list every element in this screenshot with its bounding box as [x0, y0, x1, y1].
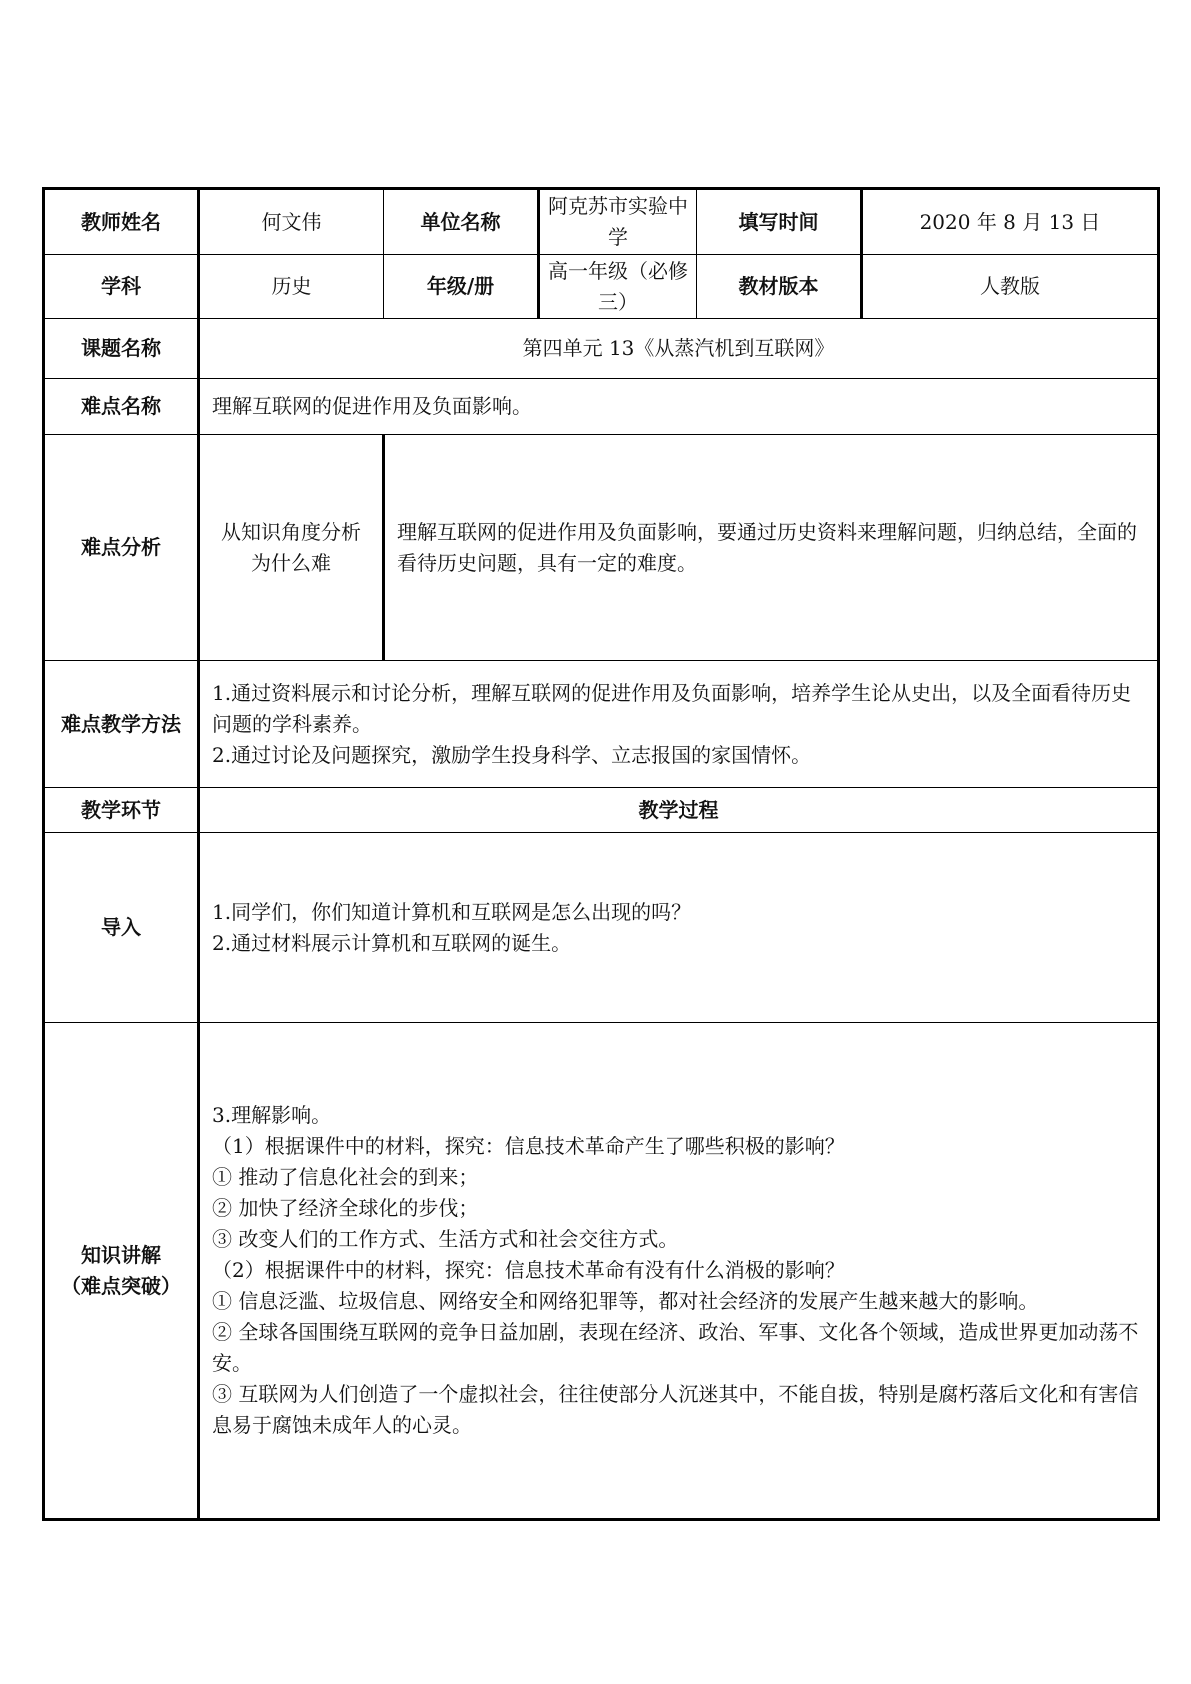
- knowledge-line-5: ③ 改变人们的工作方式、生活方式和社会交往方式。: [212, 1227, 679, 1251]
- intro-line-1: 1.同学们，你们知道计算机和互联网是怎么出现的吗？: [212, 899, 692, 924]
- row-teacher-info: [44, 189, 1159, 255]
- knowledge-line-9: ③ 互联网为人们创造了一个虚拟社会，往往使部分人沉迷其中，不能自拔，特别是腐朽落后文化和有害信息易于腐蚀未成年人的心灵。: [212, 1382, 1139, 1437]
- difficulty-analysis-sublabel: 从知识角度分析为什么难: [199, 435, 384, 661]
- unit-name-label: 单位名称: [384, 189, 539, 255]
- knowledge-line-3: ① 推动了信息化社会的到来；: [212, 1165, 479, 1189]
- row-subject-info: [44, 255, 1159, 319]
- teaching-method-label: 难点教学方法: [44, 661, 199, 788]
- intro-line-2: 2.通过材料展示计算机和互联网的诞生。: [212, 930, 572, 955]
- intro-content: [199, 833, 1159, 1023]
- teaching-method-line-1: 1.通过资料展示和讨论分析，理解互联网的促进作用及负面影响，培养学生论从史出，以及全面看待历史问题的学科素养。: [212, 680, 1132, 736]
- knowledge-label-line-2: （难点突破）: [61, 1273, 181, 1298]
- fill-date-label: 填写时间: [697, 189, 862, 255]
- knowledge-line-6: （2）根据课件中的材料，探究：信息技术革命有没有什么消极的影响？: [212, 1258, 845, 1282]
- knowledge-line-1: 3.理解影响。: [212, 1103, 332, 1127]
- unit-name-value: 阿克苏市实验中学: [539, 189, 697, 255]
- difficulty-name-value: 理解互联网的促进作用及负面影响。: [199, 379, 1159, 435]
- topic-label: 课题名称: [44, 319, 199, 379]
- teacher-name-label: 教师姓名: [44, 189, 199, 255]
- textbook-edition-label: 教材版本: [697, 255, 862, 319]
- knowledge-line-2: （1）根据课件中的材料，探究：信息技术革命产生了哪些积极的影响？: [212, 1134, 845, 1158]
- teaching-stage-header: 教学环节: [44, 788, 199, 833]
- subject-value: 历史: [199, 255, 384, 319]
- knowledge-line-4: ② 加快了经济全球化的步伐；: [212, 1196, 479, 1220]
- knowledge-line-7: ① 信息泛滥、垃圾信息、网络安全和网络犯罪等，都对社会经济的发展产生越来越大的影响。: [212, 1289, 1039, 1313]
- row-topic: [44, 319, 1159, 379]
- row-teaching-method: [44, 661, 1159, 788]
- difficulty-name-label: 难点名称: [44, 379, 199, 435]
- difficulty-analysis-label: 难点分析: [44, 435, 199, 661]
- knowledge-label-line-1: 知识讲解: [81, 1242, 161, 1267]
- subject-label: 学科: [44, 255, 199, 319]
- difficulty-analysis-value: 理解互联网的促进作用及负面影响，要通过历史资料来理解问题，归纳总结，全面的看待历史问题，具有一定的难度。: [384, 435, 1159, 661]
- teaching-method-content: [199, 661, 1159, 788]
- teaching-method-line-2: 2.通过讨论及问题探究，激励学生投身科学、立志报国的家国情怀。: [212, 742, 812, 767]
- knowledge-line-8: ② 全球各国围绕互联网的竞争日益加剧，表现在经济、政治、军事、文化各个领域，造成世界更加动荡不安。: [212, 1320, 1139, 1375]
- grade-label: 年级/册: [384, 255, 539, 319]
- row-difficulty-name: [44, 379, 1159, 435]
- fill-date-value: 2020 年 8 月 13 日: [862, 189, 1159, 255]
- row-process-header: [44, 788, 1159, 833]
- teaching-process-header: 教学过程: [199, 788, 1159, 833]
- teacher-name-value: 何文伟: [199, 189, 384, 255]
- row-difficulty-analysis: [44, 435, 1159, 661]
- grade-value: 高一年级（必修三）: [539, 255, 697, 319]
- row-intro: [44, 833, 1159, 1023]
- topic-value: 第四单元 13《从蒸汽机到互联网》: [199, 319, 1159, 379]
- row-knowledge: [44, 1023, 1159, 1520]
- knowledge-content: [199, 1023, 1159, 1520]
- lesson-plan-table: [42, 187, 1160, 1521]
- knowledge-label: [44, 1023, 199, 1520]
- textbook-edition-value: 人教版: [862, 255, 1159, 319]
- intro-label: 导入: [44, 833, 199, 1023]
